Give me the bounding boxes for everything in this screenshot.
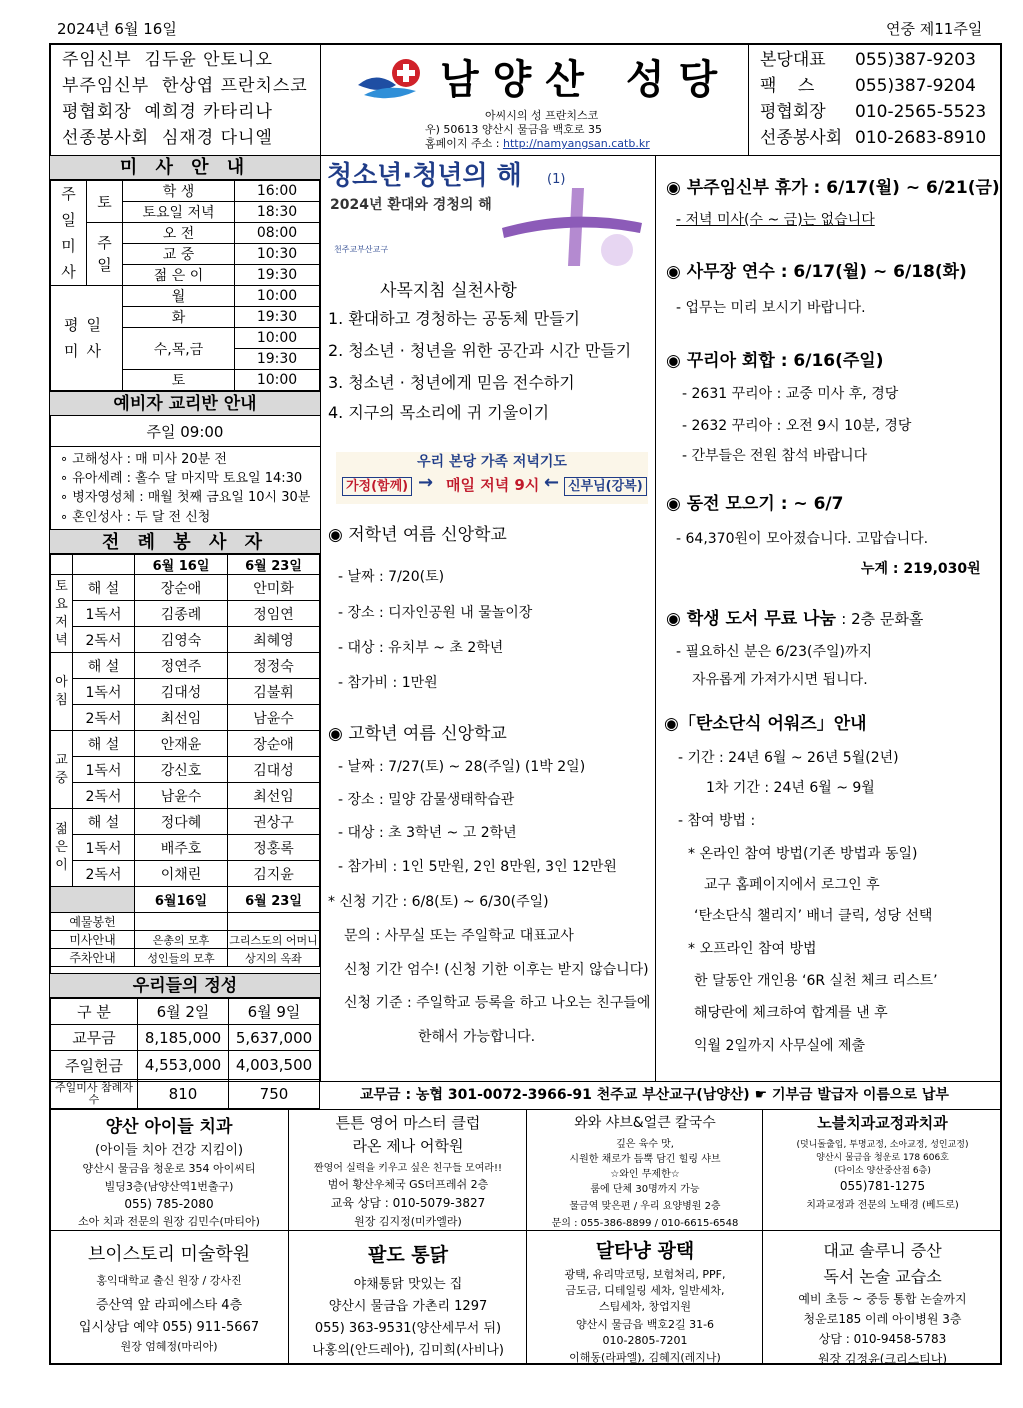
staff-role: 주임신부: [62, 50, 132, 70]
prayer-middle: 매일 저녁 9시: [446, 476, 540, 494]
divider: [320, 43, 321, 155]
divider: [655, 155, 656, 1081]
curia-line: - 간부들은 전원 참석 바랍니다: [682, 448, 868, 464]
row-label: 교무금: [51, 1025, 138, 1051]
date-header: 6월 23일: [228, 887, 320, 913]
contact-value: 055)387-9204: [855, 76, 976, 96]
ad-chicken: 팔도 통닭 야채통닭 맛있는 집 양산시 물금읍 가촌리 1297 055) 363-9531(양산세무서 뒤) 나홍의(안드레아), 김미희(사비나): [312, 1244, 504, 1358]
group-label: 젊은이: [55, 821, 68, 873]
staff-name: 한상엽 프란치스코: [161, 76, 308, 96]
catechism-title: 예비자 교리반 안내: [50, 391, 320, 416]
sunday-mass-label: 주일미사: [51, 181, 87, 286]
row-label: 주일미사 참례자수: [51, 1080, 138, 1109]
server-name: 정연주: [135, 653, 228, 679]
duty-group: 성인들의 모후: [135, 949, 228, 967]
carbon-line: * 오프라인 참여 방법: [688, 941, 817, 957]
school2-line: - 참가비 : 1인 5만원, 2인 8만원, 3인 12만원: [338, 859, 617, 875]
amount: 4,003,500: [229, 1051, 320, 1080]
staff-role: 평협회장: [62, 102, 132, 122]
group-label: 교중: [55, 752, 68, 786]
mass-name: 교 중: [123, 244, 235, 265]
contact-label: 본당대표: [760, 50, 826, 70]
banner-subtitle: 2024년 환대와 경청의 해: [330, 197, 492, 213]
church-logo-icon: [356, 55, 426, 105]
server-name: 안미화: [228, 575, 320, 601]
role: 해 설: [73, 809, 135, 835]
church-address: 우) 50613 양산시 물금읍 백호로 35: [425, 123, 603, 136]
mass-time: 08:00: [235, 223, 320, 244]
amount: 750: [229, 1080, 320, 1109]
ad-art-academy: 브이스토리 미술학원 홍익대학교 출신 원장 / 강사진 증산역 앞 라피에스타 4층 입시상담 예약 055) 911-5667 원장 엄혜정(마리아): [78, 1244, 260, 1353]
mass-table: [50, 180, 320, 391]
server-name: 김대성: [135, 679, 228, 705]
mass-name: 학 생: [123, 181, 235, 202]
prayer-left: 가정(함께): [342, 477, 412, 496]
servers-table: [50, 554, 320, 967]
role: 해 설: [73, 731, 135, 757]
divider: [748, 43, 749, 155]
date-header: 6월 16일: [135, 555, 228, 575]
server-name: 정다혜: [135, 809, 228, 835]
role: 2독서: [73, 861, 135, 887]
weekday-mass-label: 평일미사: [51, 286, 123, 391]
staff-role: 선종봉사회: [62, 128, 150, 148]
role: 1독서: [73, 601, 135, 627]
school1-line: - 참가비 : 1만원: [338, 675, 438, 691]
server-name: 장순애: [135, 575, 228, 601]
server-name: 배주호: [135, 835, 228, 861]
books-line: [666, 611, 923, 628]
server-name: 이채린: [135, 861, 228, 887]
amount: 810: [138, 1080, 229, 1109]
duty-label: 미사안내: [51, 931, 135, 949]
contact-value: 055)387-9203: [855, 50, 976, 70]
catechism-time: 주일 09:00: [50, 417, 320, 447]
contact-value: 010-2683-8910: [855, 128, 987, 148]
curia-title: ◉ 꾸리아 회합 : 6/16(주일): [666, 351, 884, 371]
divider: [49, 1081, 1002, 1082]
arrow-left-icon: ←: [544, 472, 560, 493]
contact-label: 선종봉사회: [760, 128, 843, 148]
sacrament-item: ∘ 유아세례 : 홀수 달 마지막 토요일 14:30: [60, 471, 303, 486]
coins-line: - 64,370원이 모아졌습니다. 고맙습니다.: [676, 531, 929, 547]
homepage-link[interactable]: http://namyangsan.catb.kr: [502, 137, 650, 150]
divider: [49, 1230, 1002, 1231]
carbon-line: 해당란에 체크하여 합계를 낸 후: [694, 1005, 888, 1021]
liturgical-week: 연중 제11주일: [886, 20, 983, 38]
mass-time: 10:00: [235, 286, 320, 307]
curia-line: - 2631 꾸리아 : 교중 미사 후, 경당: [682, 386, 899, 402]
carbon-line: 1차 기간 : 24년 6월 ~ 9월: [706, 780, 875, 796]
role: 1독서: [73, 835, 135, 861]
mass-time: 10:00: [235, 328, 320, 349]
school2-title: ◉ 고학년 여름 신앙학교: [328, 724, 507, 744]
amount: 8,185,000: [138, 1025, 229, 1051]
duty-group: [228, 913, 320, 931]
issue-date: 2024년 6월 16일: [57, 20, 177, 38]
pastoral-title: 사목지침 실천사항: [380, 281, 517, 301]
school2-line: 신청 기간 엄수! (신청 기한 이후는 받지 않습니다): [344, 962, 649, 978]
coins-total: 누계 : 219,030원: [861, 561, 981, 577]
role: 해 설: [73, 575, 135, 601]
duty-group: 상지의 옥좌: [228, 949, 320, 967]
weekday: 토: [123, 370, 235, 391]
carbon-line: * 온라인 참여 방법(기존 방법과 동일): [688, 846, 918, 862]
role: 1독서: [73, 757, 135, 783]
ad-shabu: 와와 샤브&얼큰 칼국수 깊은 육수 맛, 시원한 채로가 듬뿍 담긴 힐링 샤브 ☆와인 무제한☆ 룸에 단체 30명까지 가능 물금역 맞은편 / 우리 요양병원 2층 문의 : 055-386-8899 / 010-6615-6548: [551, 1115, 739, 1229]
duty-group: 그리스도의 어머니: [228, 931, 320, 949]
contact-value: 010-2565-5523: [855, 102, 987, 122]
account-info: 교무금 : 농협 301-0072-3966-91 천주교 부산교구(남양산) ☛ 기부금 발급자 이름으로 납부: [360, 1087, 949, 1103]
school2-line: - 장소 : 밀양 감물생태학습관: [338, 792, 515, 808]
duty-group: [135, 913, 228, 931]
staff-name: 예희경 카타리나: [144, 102, 273, 122]
server-name: 최선임: [135, 705, 228, 731]
server-name: 김대성: [228, 757, 320, 783]
vacation-line: - 저녁 미사(수 ~ 금)는 없습니다: [676, 212, 875, 228]
school1-line: - 대상 : 유치부 ~ 초 2학년: [338, 640, 504, 656]
carbon-line: - 참여 방법 :: [678, 813, 756, 829]
weekday: 수,목,금: [123, 328, 235, 370]
banner-logo: 천주교부산교구: [334, 245, 389, 254]
ad-orthodontics: 노블치과교정과치과 (덧니돌출입, 투명교정, 소아교정, 성인교정) 양산시 물금읍 청운로 178 606호 (다이소 양산중산점 6층) 055)781-1275 치과교정과 전문의 노태경 (베드로): [796, 1114, 969, 1211]
evening-prayer-box: [336, 452, 648, 504]
vacation-title: ◉ 부주임신부 휴가 : 6/17(월) ~ 6/21(금): [666, 178, 1000, 198]
server-name: 장순애: [228, 731, 320, 757]
mass-time: 10:00: [235, 370, 320, 391]
divider: [288, 1109, 289, 1365]
homepage-label: 홈페이지 주소 :: [425, 137, 500, 150]
server-name: 정홍록: [228, 835, 320, 861]
col-header: 구 분: [51, 999, 138, 1025]
server-name: 김불휘: [228, 679, 320, 705]
school1-title: ◉ 저학년 여름 신앙학교: [328, 525, 507, 545]
role: 해 설: [73, 653, 135, 679]
mass-time: 19:30: [235, 349, 320, 370]
role: 2독서: [73, 705, 135, 731]
books-place: : 2층 문화홀: [841, 610, 924, 628]
server-name: 남윤수: [228, 705, 320, 731]
office-line: - 업무는 미리 보시기 바랍니다.: [676, 300, 866, 316]
ad-dental-kids: 양산 아이들 치과 (아이들 치아 건강 지킴이) 양산시 물금읍 청운로 354 아이씨티 빌딩3층(남양산역1번출구) 055) 785-2080 소아 치과 전문의 원장 김민수(마티아): [78, 1117, 260, 1228]
sacrament-item: ∘ 병자영성체 : 매월 첫째 금요일 10시 30분: [60, 490, 311, 505]
server-name: 김지윤: [228, 861, 320, 887]
banner-number: (1): [547, 172, 566, 187]
divider: [762, 1109, 763, 1365]
mass-name: 오 전: [123, 223, 235, 244]
contact-label: 평협회장: [760, 102, 826, 122]
homepage-line: [425, 138, 650, 149]
office-title: ◉ 사무장 연수 : 6/17(월) ~ 6/18(화): [666, 262, 967, 282]
books-line: 자유롭게 가져가시면 됩니다.: [692, 672, 868, 688]
school2-line: - 날짜 : 7/27(토) ~ 28(주일) (1박 2일): [338, 759, 586, 775]
books-title: ◉ 학생 도서 무료 나눔: [666, 609, 836, 629]
ad-english: 튼튼 영어 마스터 클럽 라온 제나 어학원 짠영어 실력을 키우고 싶은 친구들 모여라!! 범어 황산우체국 GS더프레쉬 2층 교육 상담 : 010-5079-3827 원장 김지정(미카엘라): [313, 1114, 503, 1228]
staff-name: 김두윤 안토니오: [144, 50, 273, 70]
coins-title: ◉ 동전 모으기 : ~ 6/7: [666, 494, 844, 514]
school2-line: 문의 : 사무실 또는 주일학교 대표교사: [344, 928, 574, 944]
prayer-title: 우리 본당 가족 저녁기도: [417, 454, 567, 470]
date-header: 6월 23일: [228, 555, 320, 575]
pastoral-item: 4. 지구의 목소리에 귀 기울이기: [328, 403, 550, 422]
pastoral-item: 1. 환대하고 경청하는 공동체 만들기: [328, 309, 580, 328]
carbon-line: 익월 2일까지 사무실에 제출: [694, 1038, 866, 1054]
staff-name: 심재경 다니엘: [161, 128, 273, 148]
mass-title: 미 사 안 내: [50, 156, 320, 180]
school1-line: - 날짜 : 7/20(토): [338, 569, 445, 585]
duty-label: 예물봉헌: [51, 913, 135, 931]
divider: [320, 155, 321, 1081]
server-name: 남윤수: [135, 783, 228, 809]
server-name: 정임연: [228, 601, 320, 627]
cross-illustration-icon: [472, 188, 647, 270]
group-label: 아침: [55, 674, 68, 708]
pastoral-item: 2. 청소년 · 청년을 위한 공간과 시간 만들기: [328, 341, 632, 360]
group-label: 토요저녁: [55, 578, 68, 648]
server-name: 김영숙: [135, 627, 228, 653]
church-name: 남양산 성당: [440, 57, 732, 103]
mass-time: 18:30: [235, 202, 320, 223]
sacrament-item: ∘ 고해성사 : 매 미사 20분 전: [60, 452, 227, 467]
books-line: - 필요하신 분은 6/23(주일)까지: [676, 644, 873, 660]
mass-time: 19:30: [235, 265, 320, 286]
sunday-label: 주일: [87, 223, 123, 286]
weekday: 월: [123, 286, 235, 307]
youth-year-banner: [322, 158, 654, 273]
amount: 5,637,000: [229, 1025, 320, 1051]
carbon-title: ◉「탄소단식 어워즈」안내: [664, 714, 867, 734]
mass-name: 젊 은 이: [123, 265, 235, 286]
duty-label: 주차안내: [51, 949, 135, 967]
servers-title: 전 례 봉 사 자: [50, 529, 320, 554]
server-name: 권상구: [228, 809, 320, 835]
col-header: 6월 9일: [229, 999, 320, 1025]
ad-essay-academy: 대교 솔루니 증산 독서 논술 교습소 예비 초등 ~ 중등 통합 논술까지 청운로185 이레 아이병원 3층 상담 : 010-9458-5783 원장 김정윤(크리스티나): [798, 1241, 967, 1366]
server-name: 김종례: [135, 601, 228, 627]
duty-group: 은총의 모후: [135, 931, 228, 949]
role: 1독서: [73, 679, 135, 705]
row-label: 주일헌금: [51, 1051, 138, 1080]
school2-line: 신청 기준 : 주일학교 등록을 하고 나오는 친구들에: [344, 995, 651, 1011]
server-name: 최선임: [228, 783, 320, 809]
staff-role: 부주임신부: [62, 76, 150, 96]
banner-title: 청소년·청년의 해: [327, 161, 522, 191]
pastoral-item: 3. 청소년 · 청년에게 믿음 전수하기: [328, 373, 575, 392]
carbon-line: 교구 홈페이지에서 로그인 후: [704, 877, 880, 893]
contact-label: 팩 스: [760, 76, 823, 96]
server-name: 정정숙: [228, 653, 320, 679]
church-patron: 아씨시의 성 프란치스코: [485, 109, 599, 122]
offering-table: [50, 998, 320, 1109]
mass-time: 10:30: [235, 244, 320, 265]
date-header: 6월16일: [135, 887, 228, 913]
role: 2독서: [73, 627, 135, 653]
school1-line: - 장소 : 디자인공원 내 물놀이장: [338, 605, 533, 621]
mass-name: 토요일 저녁: [123, 202, 235, 223]
arrow-right-icon: →: [418, 472, 434, 493]
col-header: 6월 2일: [138, 999, 229, 1025]
school2-line: - 대상 : 초 3학년 ~ 고 2학년: [338, 825, 517, 841]
sacrament-item: ∘ 혼인성사 : 두 달 전 신청: [60, 510, 211, 525]
curia-line: - 2632 꾸리아 : 오전 9시 10분, 경당: [682, 418, 912, 434]
school2-line: * 신청 기간 : 6/8(토) ~ 6/30(주일): [328, 894, 549, 910]
weekday: 화: [123, 307, 235, 328]
ad-car-polish: 달타냥 광택 광택, 유리막코팅, 보험처리, PPF, 금도금, 디테일링 세차, 일반세차, 스팀세차, 창업지원 양산시 물금읍 백호2길 31-6 010-2805-7201 이해동(라파엘), 김혜지(레지나): [564, 1240, 726, 1364]
role: 2독서: [73, 783, 135, 809]
mass-time: 19:30: [235, 307, 320, 328]
server-name: 강신호: [135, 757, 228, 783]
saturday-label: 토: [87, 181, 123, 223]
mass-time: 16:00: [235, 181, 320, 202]
school2-line: 한해서 가능합니다.: [418, 1029, 536, 1045]
carbon-line: - 기간 : 24년 6월 ~ 26년 5월(2년): [678, 750, 899, 766]
server-name: 안재윤: [135, 731, 228, 757]
prayer-right: 신부님(강복): [564, 477, 647, 496]
carbon-line: ‘탄소단식 챌리지’ 배너 클릭, 성당 선택: [694, 908, 933, 924]
amount: 4,553,000: [138, 1051, 229, 1080]
carbon-line: 한 달동안 개인용 ‘6R 실천 체크 리스트’: [694, 973, 938, 989]
offering-title: 우리들의 정성: [50, 973, 320, 998]
divider: [526, 1109, 527, 1365]
server-name: 최혜영: [228, 627, 320, 653]
